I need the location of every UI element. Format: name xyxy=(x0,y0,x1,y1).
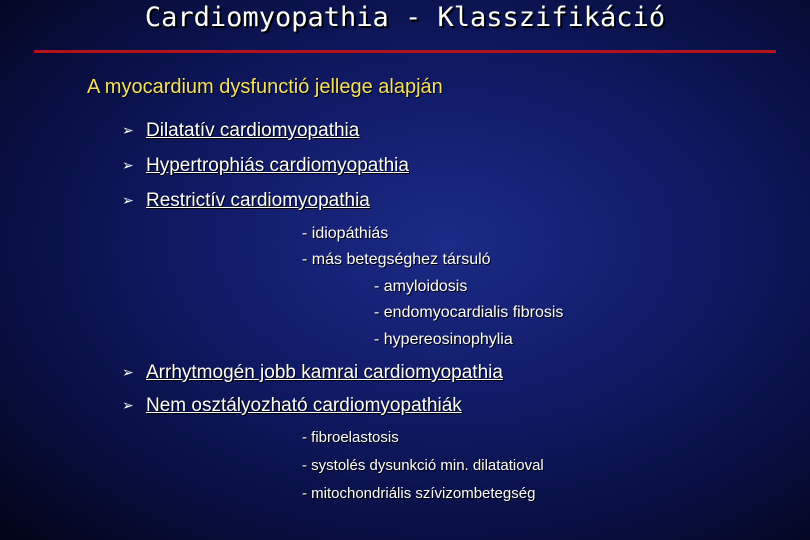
bullet-item-restrictiv xyxy=(122,190,370,212)
sub-item-idiopathias: - idiopáthiás xyxy=(302,225,389,242)
arrow-bullet-icon: ➢ xyxy=(122,123,134,139)
bullet-label: Restrictív cardiomyopathia xyxy=(146,190,370,211)
arrow-bullet-icon: ➢ xyxy=(122,365,134,381)
bullet-label: Dilatatív cardiomyopathia xyxy=(146,120,360,141)
arrow-bullet-icon: ➢ xyxy=(122,193,134,209)
arrow-bullet-icon: ➢ xyxy=(122,158,134,174)
title-divider xyxy=(34,50,776,53)
bullet-item-hypertrophias xyxy=(122,155,409,177)
sub-sub-item-endomyocardialis: - endomyocardialis fibrosis xyxy=(374,304,564,321)
sub-item-mas-betegseghez: - más betegséghez társuló xyxy=(302,251,491,268)
sub-item-systoles-dysunkcio: - systolés dysunkció min. dilatatioval xyxy=(302,457,544,474)
sub-sub-item-amyloidosis: - amyloidosis xyxy=(374,278,468,295)
sub-item-mitochondrialis: - mitochondriális szívizombetegség xyxy=(302,485,536,502)
bullet-label: Nem osztályozható cardiomyopathiák xyxy=(146,395,462,416)
sub-sub-item-hypereosinophylia: - hypereosinophylia xyxy=(374,331,513,348)
slide-title: Cardiomyopathia - Klasszifikáció xyxy=(144,2,666,33)
slide-subtitle: A myocardium dysfunctió jellege alapján xyxy=(87,76,443,98)
bullet-item-dilatativ xyxy=(122,120,359,142)
bullet-item-arrhytmogen xyxy=(122,362,503,384)
bullet-label: Arrhytmogén jobb kamrai cardiomyopathia xyxy=(146,362,503,383)
sub-item-fibroelastosis: - fibroelastosis xyxy=(302,429,399,446)
bullet-item-nem-osztalyozhato xyxy=(122,395,462,417)
arrow-bullet-icon: ➢ xyxy=(122,398,134,414)
bullet-label: Hypertrophiás cardiomyopathia xyxy=(146,155,409,176)
